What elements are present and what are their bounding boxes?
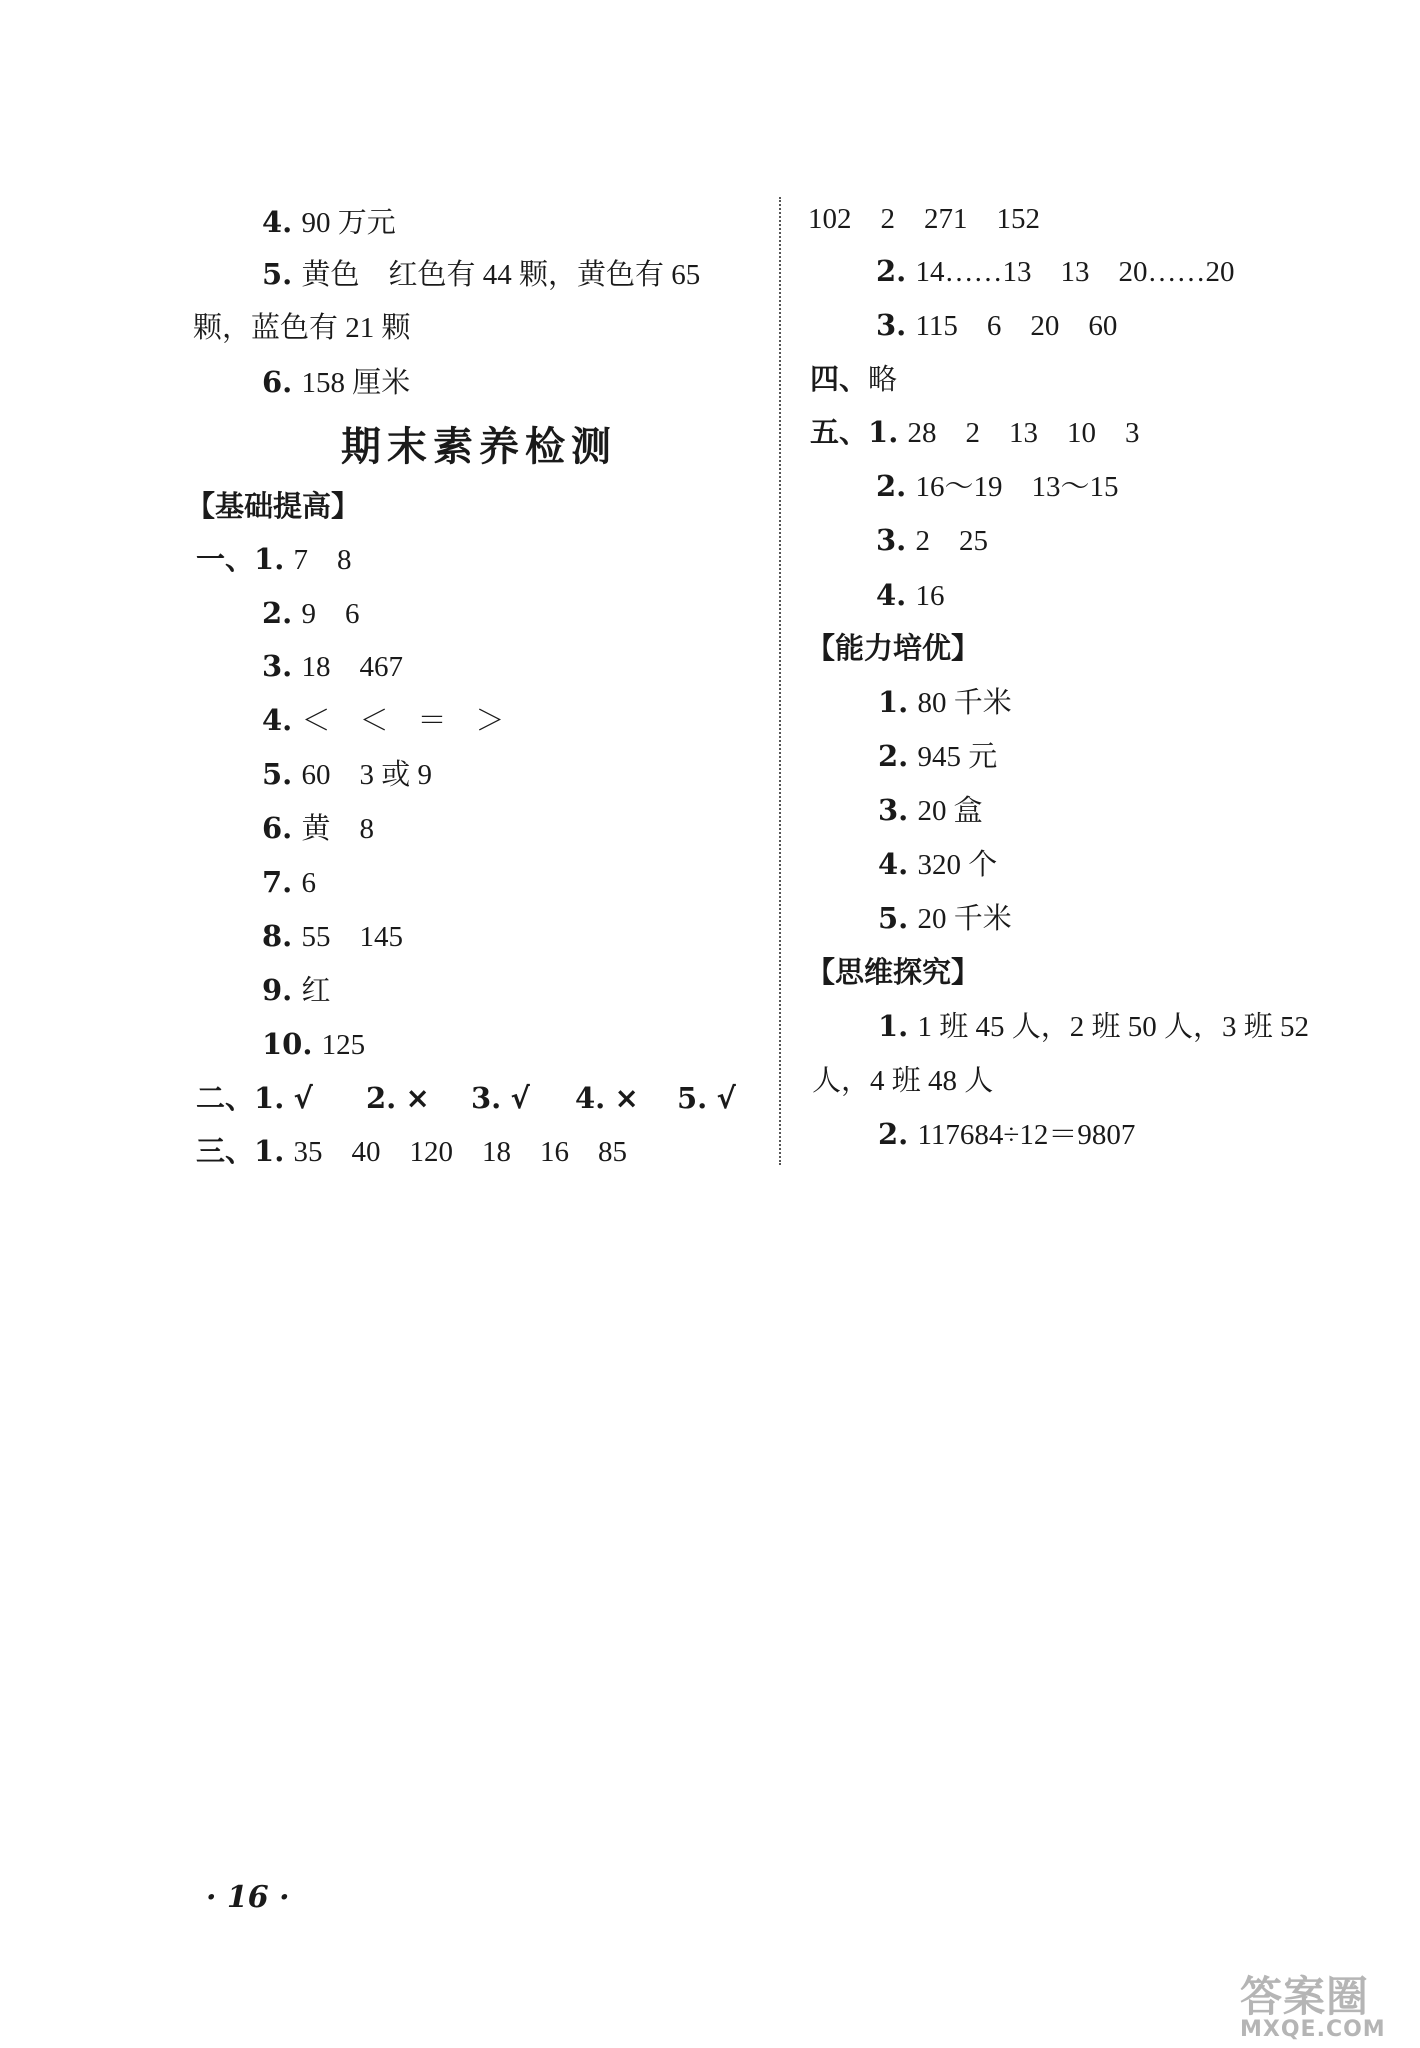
section-label-thinking: 【思维探究】 [806, 955, 981, 989]
judge-item: 4. × [575, 1081, 639, 1115]
answer-line: 5. 黄色 红色有 44 颗，黄色有 65 [262, 257, 701, 291]
watermark-logo [1240, 1972, 1408, 2042]
answer-line: 3. 2 25 [876, 523, 989, 557]
answer-line: 4. ＜ ＜ ＝ ＞ [262, 703, 505, 737]
answer-line: 102 2 271 152 [808, 203, 1041, 235]
section-title: 期末素养检测 [341, 424, 617, 470]
answer-line: 2. 9 6 [262, 596, 360, 630]
answer-line: 1. 80 千米 [878, 685, 1012, 719]
section-label-ability: 【能力培优】 [806, 631, 981, 665]
answer-line: 7. 6 [262, 865, 316, 899]
answer-line: 6. 158 厘米 [262, 365, 411, 399]
answer-line: 人，4 班 48 人 [812, 1065, 994, 1097]
answer-line: 4. 320 个 [878, 847, 998, 881]
answer-line: 3. 115 6 20 60 [876, 308, 1118, 342]
calc-row: 三、1. 35 40 120 18 16 85 [196, 1134, 628, 1168]
answer-line: 5. 20 千米 [878, 901, 1012, 935]
column-divider [779, 197, 781, 1165]
answer-line: 2. 16～19 13～15 [876, 469, 1119, 503]
answer-line: 四、略 [810, 362, 898, 396]
answer-line: 3. 18 467 [262, 649, 404, 683]
watermark-logo-text: 答案圈 [1240, 1972, 1370, 2021]
answer-line: 6. 黄 8 [262, 811, 375, 845]
page-number: · 16 · [206, 1880, 290, 1915]
judge-row: 二、1. √ [196, 1081, 313, 1115]
answer-line: 2. 14……13 13 20……20 [876, 254, 1235, 288]
judge-item: 3. √ [471, 1081, 530, 1115]
answer-line: 2. 117684÷12＝9807 [878, 1117, 1136, 1151]
watermark-site-text: MXQE.COM [1240, 2017, 1386, 2042]
answer-line: 9. 红 [262, 973, 331, 1007]
answer-line: 2. 945 元 [878, 739, 998, 773]
answer-line: 一、1. 7 8 [196, 542, 352, 576]
answer-line: 10. 125 [262, 1027, 366, 1061]
answer-line: 颗，蓝色有 21 颗 [193, 312, 411, 344]
answer-line: 五、1. 28 2 13 10 3 [810, 415, 1140, 449]
answer-line: 4. 16 [876, 578, 945, 612]
judge-item: 5. √ [677, 1081, 736, 1115]
answer-line: 1. 1 班 45 人，2 班 50 人，3 班 52 [878, 1009, 1310, 1043]
judge-item: 2. × [366, 1081, 430, 1115]
answer-line: 5. 60 3 或 9 [262, 757, 433, 791]
answer-line: 8. 55 145 [262, 919, 404, 953]
answer-line: 3. 20 盒 [878, 793, 983, 827]
answer-line: 4. 90 万元 [262, 205, 396, 239]
section-label-basic: 【基础提高】 [186, 489, 361, 523]
